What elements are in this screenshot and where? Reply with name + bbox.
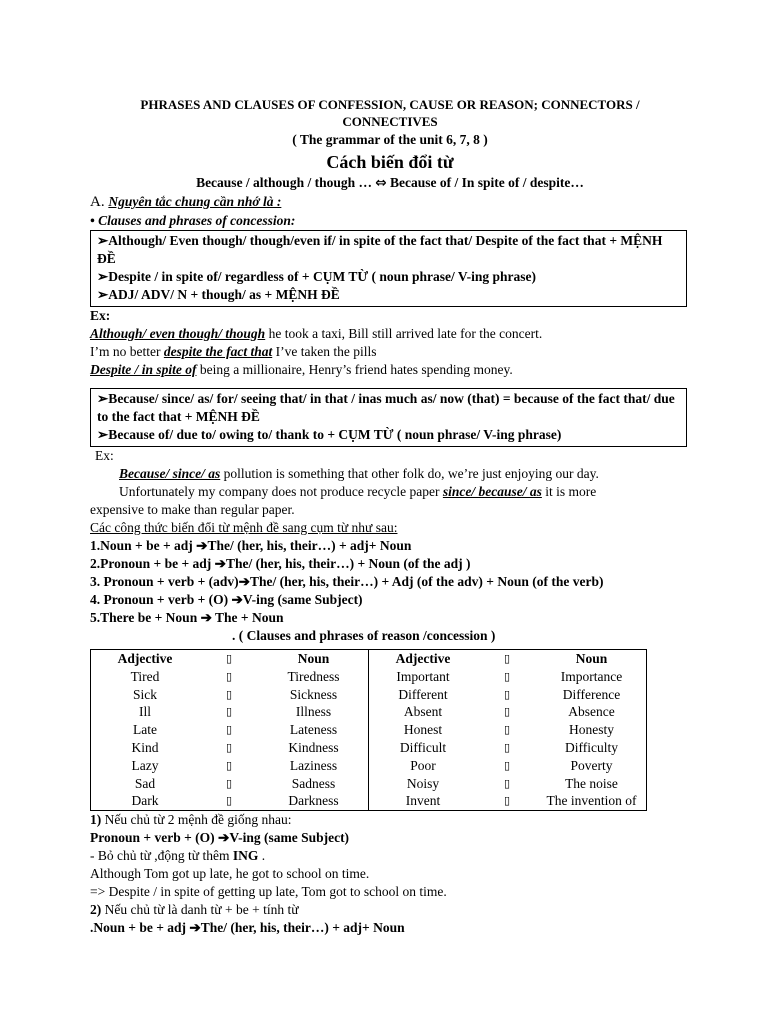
- arrow-icon: ▯: [503, 705, 511, 719]
- equivalence-icon: ⇔: [375, 175, 387, 191]
- cell-adjective: Ill: [139, 704, 151, 720]
- cell-noun: Laziness: [289, 757, 338, 773]
- cell-noun: Lateness: [289, 722, 338, 738]
- section-a: [90, 192, 690, 212]
- example-2-text: I’ve taken the pills: [272, 344, 377, 359]
- rule-2-formula: .Noun + be + adj ➔The/ (her, his, their…) + adj+ Noun: [90, 920, 405, 936]
- example-1: [90, 325, 690, 343]
- rule-1: [90, 811, 690, 829]
- table-row: [369, 686, 646, 704]
- table-row: [369, 703, 646, 721]
- formula-2: 2.Pronoun + be + adj ➔The/ (her, his, their…) + Noun (of the adj ): [90, 556, 471, 571]
- concession-rule-2: ➢Despite / in spite of/ regardless of + CỤM TỪ ( noun phrase/ V-ing phrase): [97, 269, 537, 284]
- cell-adjective: Important: [396, 668, 450, 684]
- formula-5: 5.There be + Noun ➔ The + Noun: [90, 610, 284, 625]
- rule-1-formula: Pronoun + verb + (O) ➔V-ing (same Subject): [90, 830, 350, 846]
- cell-noun: Difference: [562, 686, 621, 702]
- table-row: [91, 703, 368, 721]
- example-4-text: pollution is something that other folk do, we’re just enjoying our day.: [220, 466, 599, 481]
- rule-1-text: Nếu chủ từ 2 mệnh đề giống nhau:: [101, 812, 292, 828]
- reason-rule-1: ➢Because/ since/ as/ for/ seeing that/ in that / inas much as/ now (that) = because of the fact that/ due to the fact that + MỆNH ĐỀ: [97, 391, 675, 424]
- cell-adjective: Kind: [131, 739, 159, 755]
- rule-2-number: 2): [90, 902, 102, 918]
- table-row: [91, 668, 368, 686]
- cell-noun: Illness: [295, 704, 332, 720]
- reason-rules-box: [90, 388, 687, 447]
- header-arrow-icon: ▯: [225, 652, 233, 665]
- example-5-text: it is more: [541, 484, 597, 499]
- table-row: [91, 721, 368, 739]
- cell-adjective: Poor: [410, 757, 436, 773]
- table-row: [91, 739, 368, 757]
- header-adjective: Adjective: [117, 651, 173, 666]
- table-row: [369, 739, 646, 757]
- cell-adjective: Invent: [405, 793, 441, 809]
- table-right-column: [368, 650, 646, 810]
- arrow-icon: ▯: [225, 723, 233, 737]
- table-caption: . ( Clauses and phrases of reason /concession ): [232, 628, 496, 643]
- arrow-icon: ▯: [225, 794, 233, 808]
- cell-noun: Sadness: [291, 775, 336, 791]
- example-5-line-2: expensive to make than regular paper.: [90, 502, 295, 517]
- cell-noun: The invention of: [546, 793, 637, 809]
- section-a-letter: A.: [90, 194, 105, 210]
- rule-1-note-ing: ING: [232, 848, 259, 864]
- transform-right: Because of / In spite of / despite…: [390, 175, 584, 190]
- section-a-title: Nguyên tắc chung cần nhớ là :: [108, 194, 282, 209]
- arrow-icon: ▯: [503, 723, 511, 737]
- cell-noun: Importance: [560, 668, 623, 684]
- cell-adjective: Difficult: [399, 739, 447, 755]
- rule-2-text: Nếu chủ từ là danh từ + be + tính từ: [101, 902, 299, 918]
- transform-rule: [90, 174, 690, 192]
- header-arrow-icon: ▯: [503, 652, 511, 665]
- cell-noun: Honesty: [569, 722, 614, 738]
- arrow-icon: ▯: [225, 740, 233, 754]
- arrow-icon: ▯: [225, 705, 233, 719]
- table-row: [369, 757, 646, 775]
- example-2: [90, 343, 690, 361]
- cell-adjective: Noisy: [406, 775, 440, 791]
- document-title-line-2: CONNECTIVES: [342, 114, 438, 129]
- section-heading: Cách biến đổi từ: [326, 152, 454, 172]
- arrow-icon: ▯: [503, 794, 511, 808]
- arrow-icon: ▯: [225, 687, 233, 701]
- table-header-row: [91, 650, 368, 668]
- rule-1-note-post: .: [258, 848, 266, 864]
- cell-adjective: Tired: [130, 668, 160, 684]
- example-label-2: Ex:: [95, 448, 114, 463]
- arrow-icon: ▯: [225, 758, 233, 772]
- table-row: [369, 792, 646, 810]
- table-row: [91, 775, 368, 793]
- header-noun: Noun: [297, 651, 330, 666]
- cell-noun: Poverty: [570, 757, 613, 773]
- document-body: [90, 96, 690, 937]
- formula-4: 4. Pronoun + verb + (O) ➔V-ing (same Subject): [90, 592, 363, 607]
- example-1-text: he took a taxi, Bill still arrived late for the concert.: [265, 326, 543, 341]
- table-row: [369, 775, 646, 793]
- cell-adjective: Dark: [131, 793, 159, 809]
- table-row: [369, 721, 646, 739]
- cell-adjective: Honest: [403, 722, 443, 738]
- formula-3: 3. Pronoun + verb + (adv)➔The/ (her, his, their…) + Adj (of the adv) + Noun (of the verb): [90, 574, 604, 589]
- cell-noun: Kindness: [288, 739, 339, 755]
- concession-rules-box: [90, 230, 687, 307]
- example-3: [90, 361, 690, 379]
- example-1-connector: Although/ even though/ though: [90, 326, 266, 341]
- rule-1-note-pre: - Bỏ chủ từ ,động từ thêm: [90, 848, 233, 864]
- table-row: [91, 757, 368, 775]
- example-4: [90, 465, 690, 483]
- example-5-connector: since/ because/ as: [442, 484, 542, 499]
- cell-noun: The noise: [565, 775, 618, 791]
- header-adjective: Adjective: [395, 651, 451, 666]
- cell-adjective: Late: [133, 722, 157, 738]
- concession-rule-3: ➢ADJ/ ADV/ N + though/ as + MỆNH ĐỀ: [97, 287, 340, 302]
- table-row: [369, 668, 646, 686]
- example-3-text: being a millionaire, Henry’s friend hates spending money.: [196, 362, 513, 377]
- formulas-intro: Các công thức biến đổi từ mệnh đề sang cụm từ như sau:: [90, 520, 398, 535]
- cell-noun: Sickness: [289, 686, 338, 702]
- cell-noun: Darkness: [288, 793, 339, 809]
- arrow-icon: ▯: [503, 687, 511, 701]
- header-noun: Noun: [575, 651, 608, 666]
- cell-adjective: Lazy: [131, 757, 159, 773]
- cell-adjective: Absent: [403, 704, 443, 720]
- adjective-noun-table: [90, 649, 647, 811]
- table-left-column: [91, 650, 368, 810]
- table-row: [91, 686, 368, 704]
- reason-rule-2: ➢Because of/ due to/ owing to/ thank to + CỤM TỪ ( noun phrase/ V-ing phrase): [97, 427, 562, 442]
- rule-1-example-2: => Despite / in spite of getting up late, Tom got to school on time.: [90, 884, 447, 900]
- table-header-row: [369, 650, 646, 668]
- document-subtitle: ( The grammar of the unit 6, 7, 8 ): [292, 132, 488, 147]
- cell-noun: Absence: [568, 704, 615, 720]
- arrow-icon: ▯: [503, 740, 511, 754]
- cell-noun: Tiredness: [287, 668, 340, 684]
- rule-1-example-1: Although Tom got up late, he got to school on time.: [90, 866, 370, 882]
- concession-rule-1: ➢Although/ Even though/ though/even if/ in spite of the fact that/ Despite of the fact that + MỆNH ĐỀ: [97, 233, 663, 266]
- example-5-line-1: [90, 483, 690, 501]
- example-4-connector: Because/ since/ as: [119, 466, 221, 481]
- rule-1-number: 1): [90, 812, 102, 828]
- document-title-line-1: PHRASES AND CLAUSES OF CONFESSION, CAUSE OR REASON; CONNECTORS /: [140, 97, 640, 112]
- cell-adjective: Different: [398, 686, 448, 702]
- transform-left: Because / although / though …: [196, 175, 372, 190]
- cell-noun: Difficulty: [565, 739, 618, 755]
- example-label-1: Ex:: [90, 308, 111, 323]
- arrow-icon: ▯: [503, 758, 511, 772]
- rule-2: [90, 901, 690, 919]
- cell-adjective: Sick: [132, 686, 157, 702]
- concession-heading: • Clauses and phrases of concession:: [90, 213, 296, 228]
- example-3-connector: Despite / in spite of: [90, 362, 197, 377]
- arrow-icon: ▯: [503, 669, 511, 683]
- arrow-icon: ▯: [225, 776, 233, 790]
- rule-1-note: [90, 847, 690, 865]
- example-5-pre: Unfortunately my company does not produce recycle paper: [119, 484, 443, 499]
- formula-1: 1.Noun + be + adj ➔The/ (her, his, their…) + adj+ Noun: [90, 538, 412, 553]
- example-2-connector: despite the fact that: [163, 344, 273, 359]
- arrow-icon: ▯: [225, 669, 233, 683]
- example-2-pre: I’m no better: [90, 344, 164, 359]
- cell-adjective: Sad: [134, 775, 156, 791]
- arrow-icon: ▯: [503, 776, 511, 790]
- table-row: [91, 792, 368, 810]
